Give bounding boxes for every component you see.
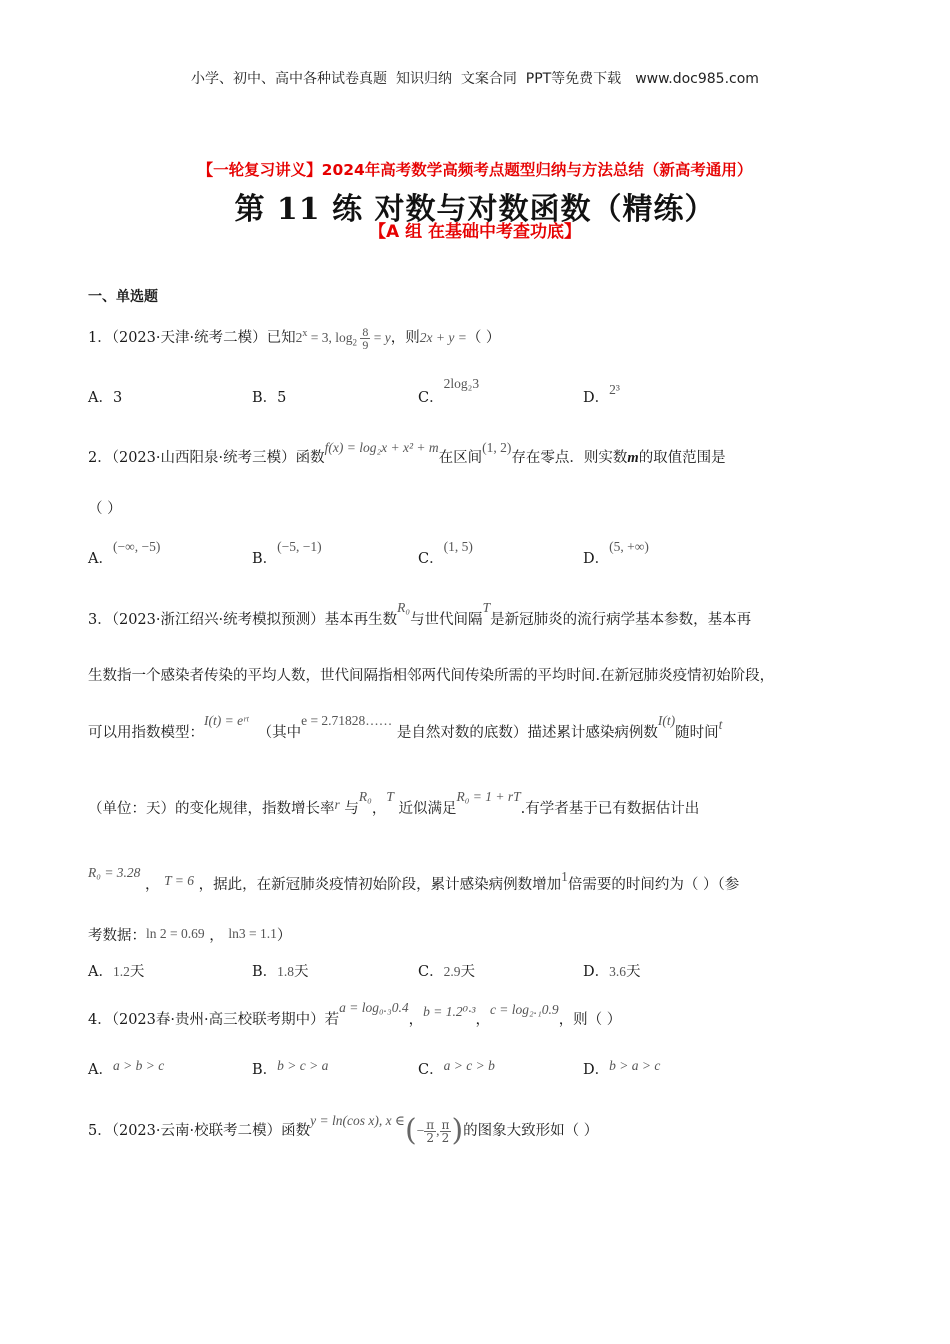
- question-2-function-math: f(x) = log₂x + x² + m: [324, 440, 439, 455]
- question-3-text: 考数据：: [88, 928, 146, 944]
- option-label: D．: [583, 390, 610, 406]
- math-i-of-t: I(t): [657, 713, 676, 728]
- option-label: A．: [88, 1062, 113, 1078]
- option-label: C．: [418, 1062, 444, 1078]
- question-5-source: （2023·云南·校联考二模）: [111, 1123, 282, 1139]
- option-value: 1.2: [112, 964, 130, 979]
- question-1-expr-math: 2x + y =: [419, 330, 467, 345]
- option-label: B．: [252, 1062, 278, 1078]
- option-label: B．: [252, 551, 278, 567]
- question-3-line-1: [88, 600, 752, 629]
- question-2-option-c[interactable]: [418, 539, 473, 568]
- option-value: 1.8: [277, 964, 295, 979]
- question-3-text: 是自然对数的底数）描述累计感染病例数: [396, 725, 658, 741]
- question-2-text-a: 函数: [295, 450, 325, 466]
- question-3-text: 可以用指数模型：: [88, 725, 204, 741]
- question-5: [88, 1113, 599, 1148]
- question-3-line-6: [88, 924, 291, 945]
- question-3-text: 倍需要的时间约为（ ）（参: [567, 877, 740, 893]
- question-3-text: ，据此，在新冠肺炎疫情初始阶段，累计感染病例数增加: [198, 877, 562, 893]
- math-t-interval: T: [482, 600, 491, 615]
- question-1-source: （2023·天津·统考二模）: [111, 330, 267, 346]
- question-2-source: （2023·山西阳泉·统考三模）: [111, 450, 296, 466]
- question-1-option-b[interactable]: [252, 386, 286, 407]
- section-heading: 一、单选题: [88, 289, 158, 305]
- question-1-option-c[interactable]: [418, 376, 480, 407]
- question-5-text-a: 函数: [281, 1123, 311, 1139]
- question-4-option-b[interactable]: [252, 1058, 328, 1079]
- math-two: 2: [426, 1130, 435, 1145]
- option-unit: 天: [460, 964, 475, 980]
- math-t: t: [718, 717, 723, 732]
- question-1-blank: （ ）: [466, 330, 501, 346]
- question-3-text: 与: [344, 801, 359, 817]
- math-one: 1: [561, 869, 568, 884]
- math-r0: R₀: [358, 789, 372, 804]
- question-3-text: 与世代间隔: [410, 612, 483, 628]
- option-label: D．: [583, 964, 610, 980]
- option-value: (−∞, −5): [112, 539, 161, 554]
- question-2-option-b[interactable]: [252, 539, 322, 568]
- question-2-number: 2．: [88, 450, 112, 466]
- series-heading: 【一轮复习讲义】2024年高考数学高频考点题型归纳与方法总结（新高考通用）: [197, 161, 753, 179]
- math-r: r: [334, 797, 340, 812]
- math-t-value: T = 6: [164, 873, 195, 888]
- option-value: a > b > c: [112, 1058, 165, 1073]
- question-3-option-c[interactable]: [418, 960, 475, 981]
- math-ln3: ln3 = 1.1: [228, 926, 277, 941]
- question-2-option-a[interactable]: [88, 539, 161, 568]
- option-unit: 天: [294, 964, 309, 980]
- question-4-text-b: ，则（ ）: [558, 1012, 622, 1028]
- math-t-interval: T: [386, 789, 394, 804]
- option-value: b > c > a: [277, 1058, 329, 1073]
- option-label: B．: [252, 390, 278, 406]
- question-2-text-c: 存在零点．则实数: [511, 450, 628, 466]
- question-2-text-b: 在区间: [438, 450, 483, 466]
- option-label: C．: [418, 390, 444, 406]
- question-4-sep: ，: [475, 1012, 490, 1028]
- question-4-option-a[interactable]: [88, 1058, 164, 1079]
- math-b: b = 1.2⁰·³: [423, 1004, 476, 1019]
- question-3-line-4: [88, 789, 700, 818]
- math-comma: ,: [436, 1123, 440, 1138]
- option-label: D．: [583, 1062, 610, 1078]
- question-4-option-c[interactable]: [418, 1058, 495, 1079]
- option-value: a > c > b: [443, 1058, 495, 1073]
- question-3-text: （其中: [257, 725, 302, 741]
- question-4-source: （2023春·贵州·高三校联考期中）: [111, 1012, 325, 1028]
- question-3-text: ，: [209, 928, 224, 944]
- math-relation: R₀ = 1 + rT: [456, 789, 521, 804]
- option-label: C．: [418, 964, 444, 980]
- question-2-blank: （ ）: [88, 501, 122, 517]
- option-label: C．: [418, 551, 444, 567]
- option-label: B．: [252, 964, 278, 980]
- site-header-text: 小学、初中、高中各种试卷真题 知识归纳 文案合同 PPT等免费下载: [191, 71, 622, 87]
- option-value: (5, +∞): [609, 539, 649, 554]
- question-5-number: 5．: [88, 1123, 112, 1139]
- math-ln2: ln 2 = 0.69: [146, 926, 205, 941]
- page-title: 第 11 练 对数与对数函数（精练）: [234, 192, 716, 227]
- option-unit: 天: [129, 964, 145, 980]
- question-3-line-2: 生数指一个感染者传染的平均人数，世代间隔指相邻两代间传染所需的平均时间.在新冠肺炎疫情初始阶段，: [88, 668, 775, 684]
- question-4: [88, 1000, 622, 1029]
- question-1: [88, 326, 500, 351]
- option-value: 3: [112, 390, 123, 406]
- question-3-text: ，: [371, 801, 387, 817]
- question-3-text: .有学者基于已有数据估计出: [520, 801, 700, 817]
- question-3-text: 是新冠肺炎的流行病学基本参数，基本再: [490, 612, 752, 628]
- math-exponential-model: I(t) = eʳᵗ: [204, 713, 249, 728]
- question-4-sep: ，: [408, 1012, 424, 1028]
- site-url-link[interactable]: www.doc985.com: [635, 71, 759, 87]
- question-3-option-d[interactable]: [583, 960, 641, 981]
- question-3-source: （2023·浙江绍兴·统考模拟预测）: [111, 612, 325, 628]
- option-value: 2³: [609, 382, 620, 397]
- question-1-given-math: $2^x = 3$, $\log_2$ $\frac{8}{9}$ = y: [295, 325, 391, 353]
- question-4-option-d[interactable]: [583, 1058, 660, 1079]
- question-3-text: ，: [145, 877, 160, 893]
- option-label: A．: [88, 964, 113, 980]
- option-value: (1, 5): [443, 539, 473, 554]
- group-heading: 【A 组 在基础中考查功底】: [369, 222, 581, 242]
- question-3-text: 基本再生数: [324, 612, 398, 628]
- question-3-option-a[interactable]: [88, 960, 144, 981]
- question-4-text-a: 若: [324, 1012, 340, 1028]
- math-minus: −: [416, 1123, 425, 1138]
- option-value: 5: [277, 390, 287, 406]
- math-pi: π: [426, 1117, 435, 1132]
- option-label: A．: [88, 551, 113, 567]
- question-3-line-3: [88, 713, 723, 742]
- question-2-text-d: 的取值范围是: [638, 450, 726, 466]
- question-3-number: 3．: [88, 612, 112, 628]
- math-close-paren: ): [451, 1113, 464, 1148]
- question-1-number: 1．: [88, 330, 112, 346]
- question-2: [88, 440, 726, 467]
- question-2-interval-math: (1, 2): [482, 440, 512, 455]
- question-1-option-a[interactable]: [88, 386, 122, 407]
- math-r0: R₀: [397, 600, 411, 615]
- question-3-text: 近似满足: [398, 801, 457, 817]
- site-header: [0, 68, 950, 88]
- option-unit: 天: [626, 964, 641, 980]
- question-2-variable: m: [627, 450, 639, 466]
- question-3-text: 随时间: [675, 725, 719, 741]
- question-3-option-b[interactable]: [252, 960, 309, 981]
- math-a: a = log₀.₃0.4: [339, 1000, 409, 1015]
- question-4-number: 4．: [88, 1012, 112, 1028]
- math-e-constant: e = 2.71828……: [301, 713, 393, 728]
- math-function: y = ln(cos x), x ∈: [310, 1113, 405, 1128]
- option-value: 2.9: [443, 964, 461, 979]
- question-2-option-d[interactable]: [583, 539, 649, 568]
- option-label: D．: [583, 551, 610, 567]
- question-1-text-a: 已知: [266, 330, 296, 346]
- math-c: c = log₂.₁0.9: [489, 1002, 559, 1017]
- question-3-text: ）: [276, 928, 292, 944]
- question-3-text: （单位：天）的变化规律，指数增长率: [88, 801, 335, 817]
- math-pi: π: [441, 1117, 450, 1132]
- question-1-text-b: ，则: [390, 330, 420, 346]
- math-r0-value: R₀ = 3.28: [88, 865, 141, 880]
- option-value: b > a > c: [609, 1058, 661, 1073]
- math-open-paren: (: [404, 1113, 417, 1148]
- question-1-option-d[interactable]: [583, 382, 620, 407]
- option-value: 2log₂3: [443, 376, 480, 391]
- option-label: A．: [88, 390, 113, 406]
- math-two: 2: [441, 1130, 450, 1145]
- option-value: (−5, −1): [277, 539, 322, 554]
- question-5-text-b: 的图象大致形如（ ）: [463, 1123, 599, 1139]
- option-value: 3.6: [609, 964, 627, 979]
- question-3-line-5: [88, 865, 740, 894]
